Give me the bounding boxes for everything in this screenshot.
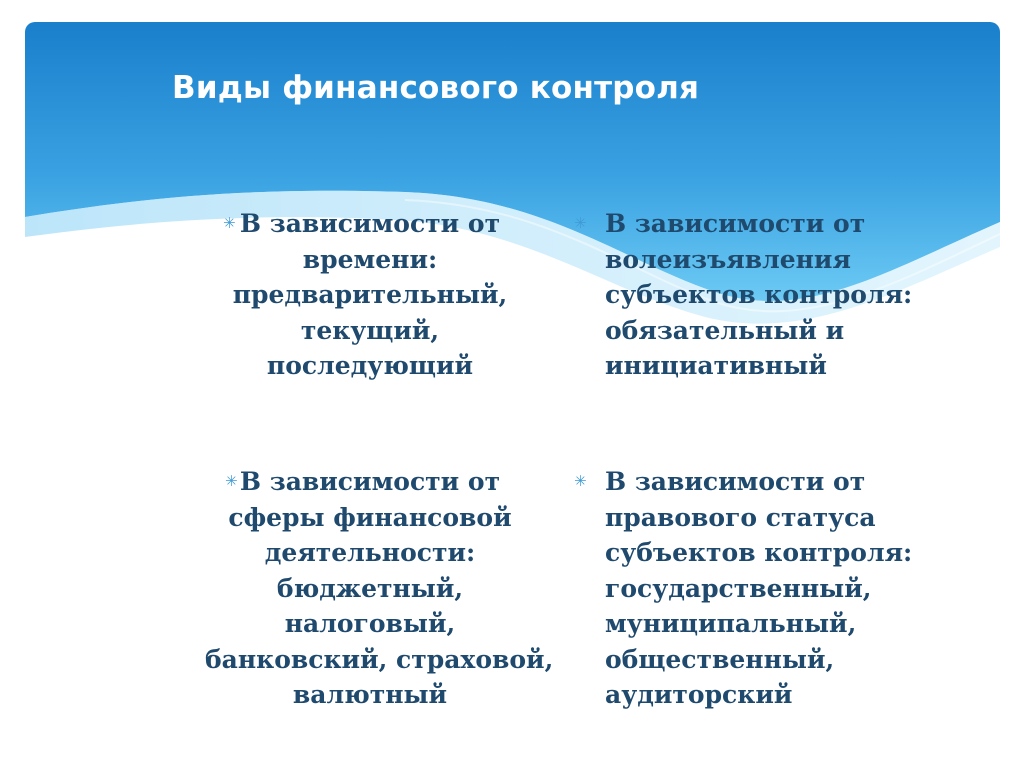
bullet-line: правового статуса bbox=[605, 502, 876, 532]
bullet-time bbox=[205, 206, 535, 384]
bullet-line: последующий bbox=[266, 351, 474, 380]
bullet-legal-status bbox=[574, 464, 925, 713]
bullet-line: субъектов контроля: bbox=[605, 538, 913, 567]
bullet-line: бюджетный, bbox=[276, 573, 464, 603]
bullet-line: волеизъявления bbox=[605, 244, 851, 274]
bullet-line: государственный, bbox=[605, 573, 872, 603]
bullet-will bbox=[574, 206, 925, 384]
bullet-line: валютный bbox=[292, 680, 448, 709]
asterisk-bullet-icon: ✳ bbox=[223, 214, 236, 232]
bullet-line: аудиторский bbox=[605, 680, 793, 709]
bullet-line: сферы финансовой bbox=[228, 502, 512, 532]
asterisk-bullet-icon: ✳ bbox=[574, 214, 587, 232]
asterisk-bullet-icon: ✳ bbox=[225, 472, 238, 490]
bullet-line: В зависимости от bbox=[239, 209, 501, 238]
bullet-line: В зависимости от bbox=[605, 467, 866, 496]
bullet-line: банковский, страховой, bbox=[205, 644, 554, 674]
bullet-line: В зависимости от bbox=[239, 467, 501, 496]
bullet-line: времени: bbox=[302, 244, 438, 274]
bullet-line: инициативный bbox=[605, 351, 827, 380]
bullet-line: общественный, bbox=[605, 644, 835, 674]
bullet-line: В зависимости от bbox=[605, 209, 866, 238]
bullet-line: текущий, bbox=[300, 315, 440, 345]
bullet-line: муниципальный, bbox=[605, 609, 857, 638]
asterisk-bullet-icon: ✳ bbox=[574, 472, 587, 490]
slide-title: Виды финансового контроля bbox=[172, 70, 700, 106]
bullet-line: деятельности: bbox=[264, 538, 476, 567]
bullet-line: налоговый, bbox=[284, 609, 456, 638]
bullet-line: предварительный, bbox=[232, 280, 508, 309]
bullet-sphere bbox=[205, 464, 554, 713]
bullet-line: обязательный и bbox=[605, 315, 845, 345]
bullet-line: субъектов контроля: bbox=[605, 280, 913, 309]
